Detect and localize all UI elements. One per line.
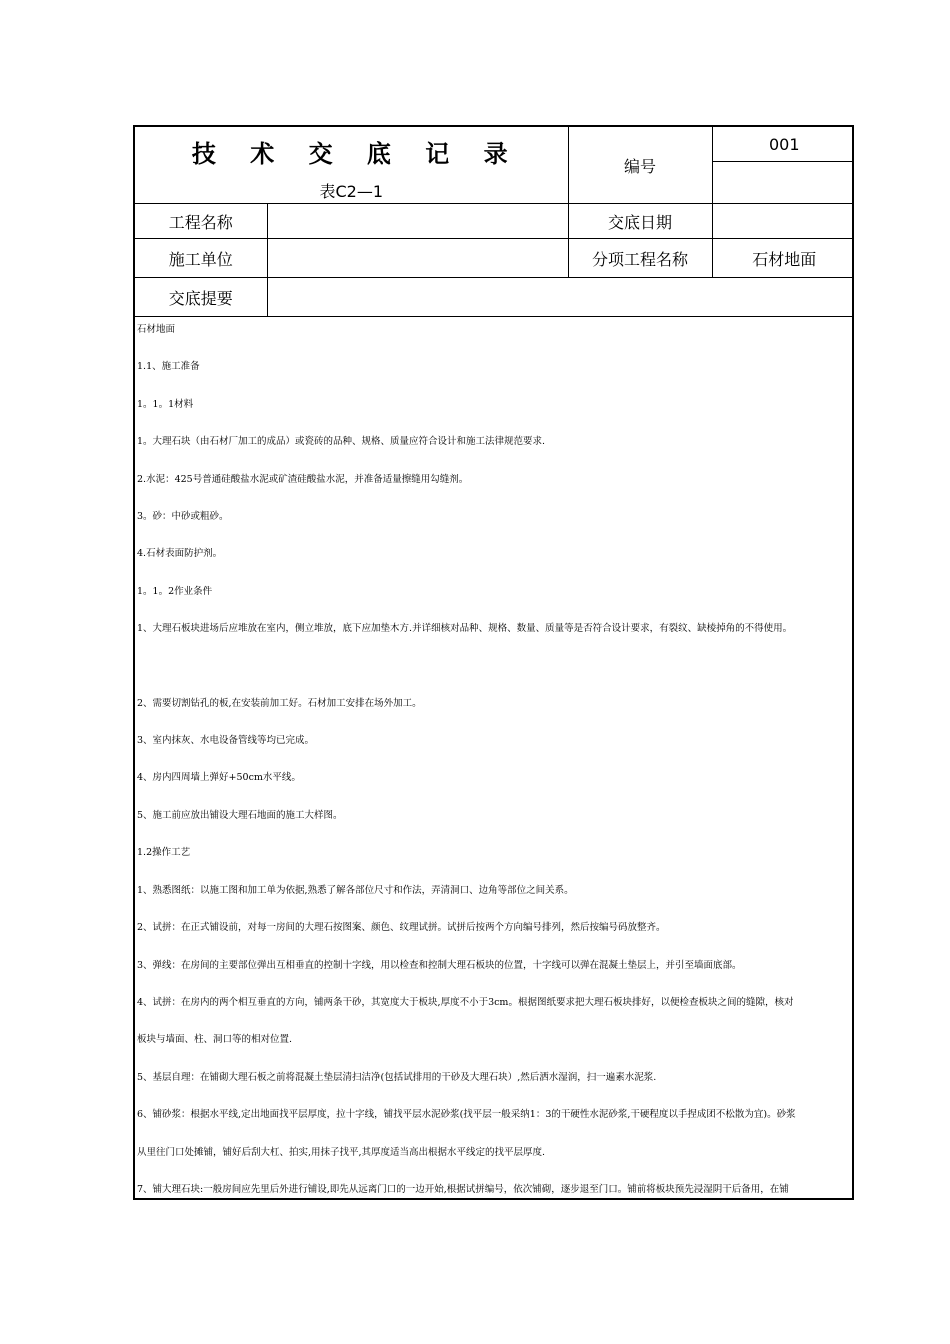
form-title: 技 术 交 底 记 录 xyxy=(191,140,521,168)
content-line: 1。1。2作业条件 xyxy=(137,585,213,597)
subproject-name-value[interactable]: 石材地面 xyxy=(712,239,854,278)
content-line: 4、房内四周墙上弹好+50cm水平线。 xyxy=(137,772,301,784)
content-line: 2.水泥：425号普通硅酸盐水泥或矿渣硅酸盐水泥，并准备适量擦缝用勾缝剂。 xyxy=(137,473,469,485)
content-line: 4.石材表面防护剂。 xyxy=(137,548,223,560)
disclosure-date-value[interactable] xyxy=(712,204,854,239)
content-blank-line xyxy=(137,648,848,685)
project-name-value[interactable] xyxy=(267,204,568,239)
content-line: 1.1、施工准备 xyxy=(137,361,200,373)
content-line: 1.2操作工艺 xyxy=(137,847,191,859)
content-line: 3、室内抹灰、水电设备管线等均已完成。 xyxy=(137,735,315,747)
content-line: 3。砂：中砂或粗砂。 xyxy=(137,511,229,523)
summary-label: 交底提要 xyxy=(135,278,267,317)
content-line: 板块与墙面、柱、洞口等的相对位置. xyxy=(137,1034,293,1046)
content-line: 1。1。1材料 xyxy=(137,398,194,410)
disclosure-date-label: 交底日期 xyxy=(568,204,712,239)
content-line: 2、试拼：在正式铺设前，对每一房间的大理石按图案、颜色、纹理试拼。试拼后按两个方向编号排列，然后按编号码放整齐。 xyxy=(137,922,666,934)
construction-unit-label: 施工单位 xyxy=(135,239,267,278)
content-line: 7、铺大理石块:一般房间应先里后外进行铺设,即先从远离门口的一边开始,根据试拼编号，依次铺砌，逐步退至门口。铺前将板块预先浸湿阴干后备用，在铺 xyxy=(137,1183,789,1195)
content-line: 5、基层自理：在铺砌大理石板之前将混凝土垫层清扫洁净(包括试排用的干砂及大理石块）,然后洒水湿润，扫一遍素水泥浆. xyxy=(137,1071,657,1083)
technical-disclosure-form xyxy=(133,125,854,1200)
content-line: 2、需要切割钻孔的板,在安装前加工好。石材加工安排在场外加工。 xyxy=(137,697,422,709)
code-value[interactable]: 001 xyxy=(712,127,854,162)
content-line: 石材地面 xyxy=(137,324,176,335)
content-line: 1。大理石块（由石材厂加工的成品）或瓷砖的品种、规格、质量应符合设计和施工法律规范要求. xyxy=(137,436,546,448)
code-extra-field[interactable] xyxy=(712,162,854,204)
form-number: 表C2—1 xyxy=(319,182,384,201)
form-title-cell xyxy=(135,127,568,204)
content-line: 4、试拼：在房内的两个相互垂直的方向，铺两条干砂，其宽度大于板块,厚度不小于3cm。根据图纸要求把大理石板块排好，以便检查板块之间的缝隙，核对 xyxy=(137,996,794,1008)
content-line: 5、施工前应放出铺设大理石地面的施工大样图。 xyxy=(137,809,343,821)
content-line: 1、熟悉图纸：以施工图和加工单为依据,熟悉了解各部位尺寸和作法，弄清洞口、边角等部位之间关系。 xyxy=(137,884,574,896)
disclosure-content xyxy=(135,311,852,1200)
content-line: 1、大理石板块进场后应堆放在室内，侧立堆放，底下应加垫木方.并详细核对品种、规格、数量、质量等是否符合设计要求，有裂纹、缺棱掉角的不得使用。 xyxy=(137,623,793,635)
form-header-table xyxy=(135,127,854,317)
code-label: 编号 xyxy=(568,127,712,204)
project-name-label: 工程名称 xyxy=(135,204,267,239)
content-line: 6、铺砂浆：根据水平线,定出地面找平层厚度，拉十字线，铺找平层水泥砂浆(找平层一般采纳1：3的干硬性水泥砂浆,干硬程度以手捏成团不松散为宜)。砂浆 xyxy=(137,1109,796,1121)
content-line: 从里往门口处摊铺，铺好后刮大杠、拍实,用抹子找平,其厚度适当高出根据水平线定的找平层厚度. xyxy=(137,1146,546,1158)
content-line: 3、弹线：在房间的主要部位弹出互相垂直的控制十字线，用以检查和控制大理石板块的位置，十字线可以弹在混凝土垫层上，并引至墙面底部。 xyxy=(137,959,742,971)
subproject-name-label: 分项工程名称 xyxy=(568,239,712,278)
construction-unit-value[interactable] xyxy=(267,239,568,278)
